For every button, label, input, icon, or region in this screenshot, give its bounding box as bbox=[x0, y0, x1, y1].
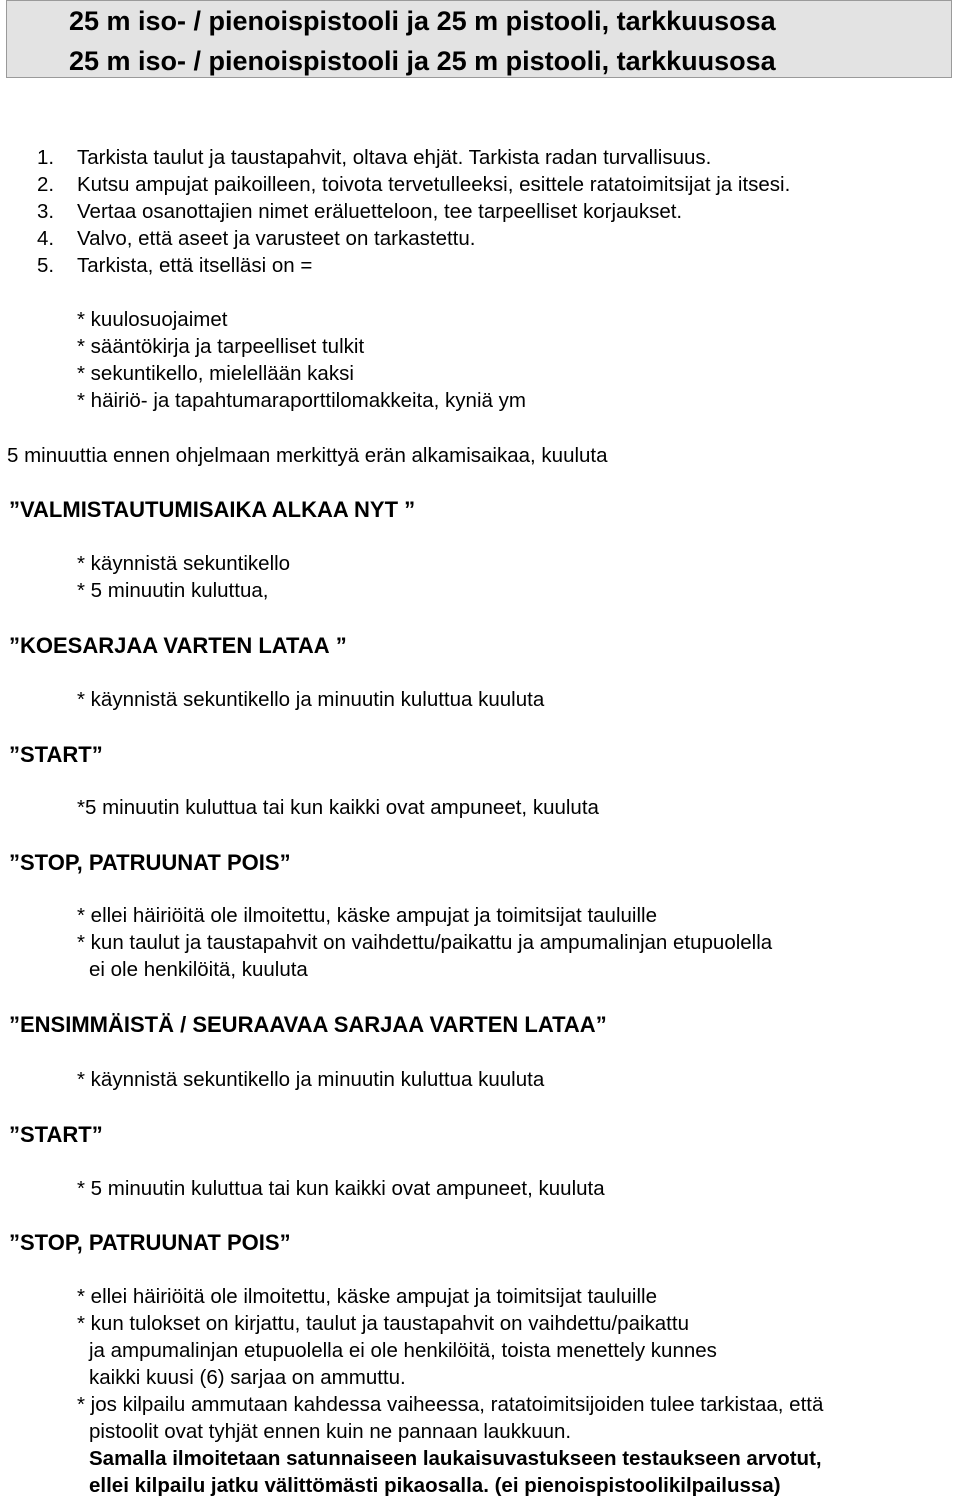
notice-line: ellei kilpailu jatku välittömästi pikaosalla. (ei pienoispistoolikilpailussa) bbox=[89, 1474, 781, 1497]
instruction-line: pistoolit ovat tyhjät ennen kuin ne pannaan laukkuun. bbox=[89, 1420, 572, 1443]
step-number: 3. bbox=[37, 200, 55, 223]
quote-open: ” bbox=[9, 1122, 20, 1147]
step-text: Tarkista, että itselläsi on = bbox=[77, 254, 313, 277]
step-text: Valvo, että aseet ja varusteet on tarkastettu. bbox=[77, 227, 476, 250]
command-start bbox=[9, 744, 103, 766]
command-text: STOP, PATRUUNAT POIS bbox=[20, 1230, 280, 1255]
equipment-item: * kuulosuojaimet bbox=[77, 308, 228, 331]
command-stop bbox=[9, 852, 291, 874]
quote-open: ” bbox=[9, 1012, 20, 1037]
quote-close: ” bbox=[91, 742, 103, 767]
step-text: Kutsu ampujat paikoilleen, toivota tervetulleeksi, esittele ratatoimitsijat ja itsesi. bbox=[77, 173, 791, 196]
instruction-line: * käynnistä sekuntikello ja minuutin kuluttua kuuluta bbox=[77, 1068, 545, 1091]
quote-open: ” bbox=[9, 633, 20, 658]
command-start bbox=[9, 1124, 103, 1146]
instruction-line: kaikki kuusi (6) sarjaa on ammuttu. bbox=[89, 1366, 406, 1389]
quote-open: ” bbox=[9, 850, 20, 875]
command-text: START bbox=[20, 742, 92, 767]
instruction-line: * ellei häiriöitä ole ilmoitettu, käske ampujat ja toimitsijat tauluille bbox=[77, 904, 657, 927]
quote-close: ” bbox=[279, 1230, 291, 1255]
step-text: Vertaa osanottajien nimet eräluetteloon, tee tarpeelliset korjaukset. bbox=[77, 200, 683, 223]
step-number: 1. bbox=[37, 146, 55, 169]
step-number: 2. bbox=[37, 173, 55, 196]
instruction-line: * kun taulut ja taustapahvit on vaihdettu/paikattu ja ampumalinjan etupuolella bbox=[77, 931, 773, 954]
step-text: Tarkista taulut ja taustapahvit, oltava ehjät. Tarkista radan turvallisuus. bbox=[77, 146, 712, 169]
command-text: KOESARJAA VARTEN LATAA bbox=[20, 633, 330, 658]
instruction-line: * kun tulokset on kirjattu, taulut ja taustapahvit on vaihdettu/paikattu bbox=[77, 1312, 689, 1335]
instruction-line: ja ampumalinjan etupuolella ei ole henkilöitä, toista menettely kunnes bbox=[89, 1339, 717, 1362]
instruction-line: * 5 minuutin kuluttua tai kun kaikki ovat ampuneet, kuuluta bbox=[77, 1177, 605, 1200]
equipment-item: * sääntökirja ja tarpeelliset tulkit bbox=[77, 335, 365, 358]
pre-announce-text: 5 minuuttia ennen ohjelmaan merkittyä erän alkamisaikaa, kuuluta bbox=[7, 444, 608, 467]
step-number: 4. bbox=[37, 227, 55, 250]
command-text: ENSIMMÄISTÄ / SEURAAVAA SARJAA VARTEN LATAA bbox=[20, 1012, 596, 1037]
command-text: START bbox=[20, 1122, 92, 1147]
command-text: VALMISTAUTUMISAIKA ALKAA NYT bbox=[20, 497, 399, 522]
quote-close: ” bbox=[279, 850, 291, 875]
quote-close: ” bbox=[91, 1122, 103, 1147]
command-trial-load bbox=[9, 635, 347, 657]
command-series-load bbox=[9, 1014, 607, 1036]
quote-open: ” bbox=[9, 1230, 20, 1255]
quote-close: ” bbox=[404, 497, 416, 522]
quote-close: ” bbox=[595, 1012, 607, 1037]
quote-open: ” bbox=[9, 742, 20, 767]
equipment-item: * häiriö- ja tapahtumaraporttilomakkeita, kyniä ym bbox=[77, 389, 526, 412]
page-title-repeat: 25 m iso- / pienoispistooli ja 25 m pistooli, tarkkuusosa bbox=[69, 46, 776, 76]
instruction-line: * ellei häiriöitä ole ilmoitettu, käske ampujat ja toimitsijat tauluille bbox=[77, 1285, 657, 1308]
notice-line: Samalla ilmoitetaan satunnaiseen laukaisuvastukseen testaukseen arvotut, bbox=[89, 1447, 822, 1470]
quote-open: ” bbox=[9, 497, 20, 522]
step-number: 5. bbox=[37, 254, 55, 277]
instruction-line: * jos kilpailu ammutaan kahdessa vaiheessa, ratatoimitsijoiden tulee tarkistaa, että bbox=[77, 1393, 824, 1416]
command-stop bbox=[9, 1232, 291, 1254]
instruction-line: ei ole henkilöitä, kuuluta bbox=[89, 958, 308, 981]
equipment-item: * sekuntikello, mielellään kaksi bbox=[77, 362, 354, 385]
quote-close: ” bbox=[335, 633, 347, 658]
instruction-line: * 5 minuutin kuluttua, bbox=[77, 579, 269, 602]
instruction-line: * käynnistä sekuntikello ja minuutin kuluttua kuuluta bbox=[77, 688, 545, 711]
instruction-line: *5 minuutin kuluttua tai kun kaikki ovat ampuneet, kuuluta bbox=[77, 796, 599, 819]
command-prep bbox=[9, 499, 415, 521]
command-text: STOP, PATRUUNAT POIS bbox=[20, 850, 280, 875]
page-title: 25 m iso- / pienoispistooli ja 25 m pistooli, tarkkuusosa bbox=[69, 6, 776, 36]
title-box bbox=[6, 0, 952, 78]
instruction-line: * käynnistä sekuntikello bbox=[77, 552, 291, 575]
